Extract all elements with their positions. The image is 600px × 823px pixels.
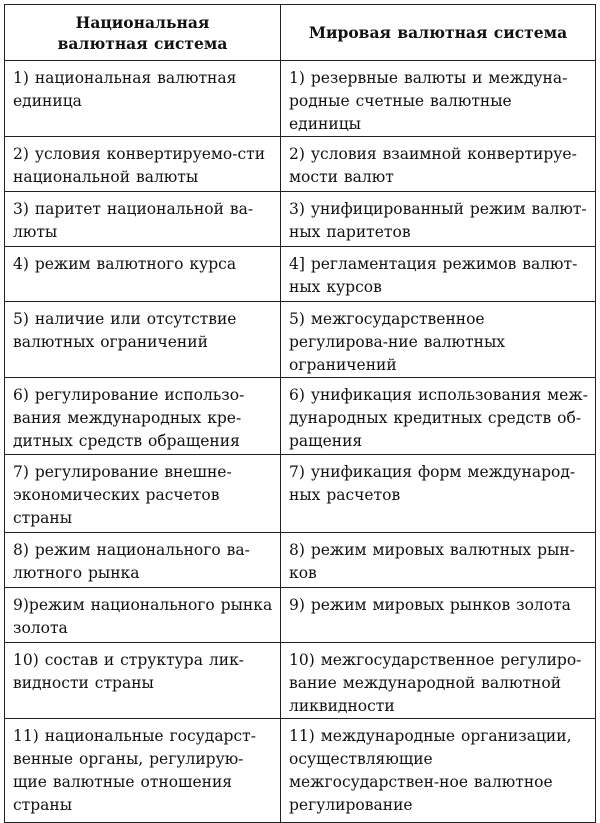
cell-world: 5) межгосударственное регулирова-ние валютных ограничений <box>281 302 596 378</box>
cell-national: 8) режим национального ва-лютного рынка <box>5 533 281 588</box>
table-row <box>5 533 596 588</box>
cell-national: 6) регулирование использо-вания международных кре-дитных средств обращения <box>5 378 281 455</box>
cell-world: 1) резервные валюты и междуна-родные счетные валютные единицы <box>281 61 596 137</box>
cell-world: 10) межгосударственное регулиро-вание международной валютной ликвидности <box>281 643 596 719</box>
table-row <box>5 719 596 823</box>
header-national-line2: валютная система <box>57 33 228 53</box>
header-world: Мировая валютная система <box>281 5 596 61</box>
cell-world: 2) условия взаимной конвертируе-мости валют <box>281 137 596 192</box>
cell-national: 5) наличие или отсутствие валютных ограничений <box>5 302 281 378</box>
cell-national: 7) регулирование внешне-экономических расчетов страны <box>5 455 281 533</box>
header-national-line1: Национальная <box>75 12 210 32</box>
table-row <box>5 192 596 247</box>
table-row <box>5 247 596 302</box>
table-row <box>5 588 596 643</box>
table-row <box>5 455 596 533</box>
cell-world: 4] регламентация режимов валют-ных курсов <box>281 247 596 302</box>
table-row <box>5 61 596 137</box>
cell-national: 2) условия конвертируемо-сти национальной валюты <box>5 137 281 192</box>
cell-national: 3) паритет национальной ва-люты <box>5 192 281 247</box>
table-row <box>5 643 596 719</box>
table-row <box>5 137 596 192</box>
cell-world: 11) международные организации, осуществляющие межгосударствен-ное валютное регулирование <box>281 719 596 823</box>
cell-world: 9) режим мировых рынков золота <box>281 588 596 643</box>
cell-world: 3) унифицированный режим валют-ных паритетов <box>281 192 596 247</box>
cell-world: 7) унификация форм международ-ных расчетов <box>281 455 596 533</box>
cell-national: 11) национальные государст-венные органы, регулирую-щие валютные отношения страны <box>5 719 281 823</box>
cell-national: 10) состав и структура лик-видности страны <box>5 643 281 719</box>
cell-national: 4) режим валютного курса <box>5 247 281 302</box>
cell-world: 8) режим мировых валютных рын-ков <box>281 533 596 588</box>
header-national <box>5 5 281 61</box>
cell-national: 1) национальная валютная единица <box>5 61 281 137</box>
table-row <box>5 378 596 455</box>
comparison-table <box>4 4 596 823</box>
cell-national: 9)режим национального рынка золота <box>5 588 281 643</box>
table-row <box>5 302 596 378</box>
cell-world: 6) унификация использования меж-дународных кредитных средств об-ращения <box>281 378 596 455</box>
header-row <box>5 5 596 61</box>
